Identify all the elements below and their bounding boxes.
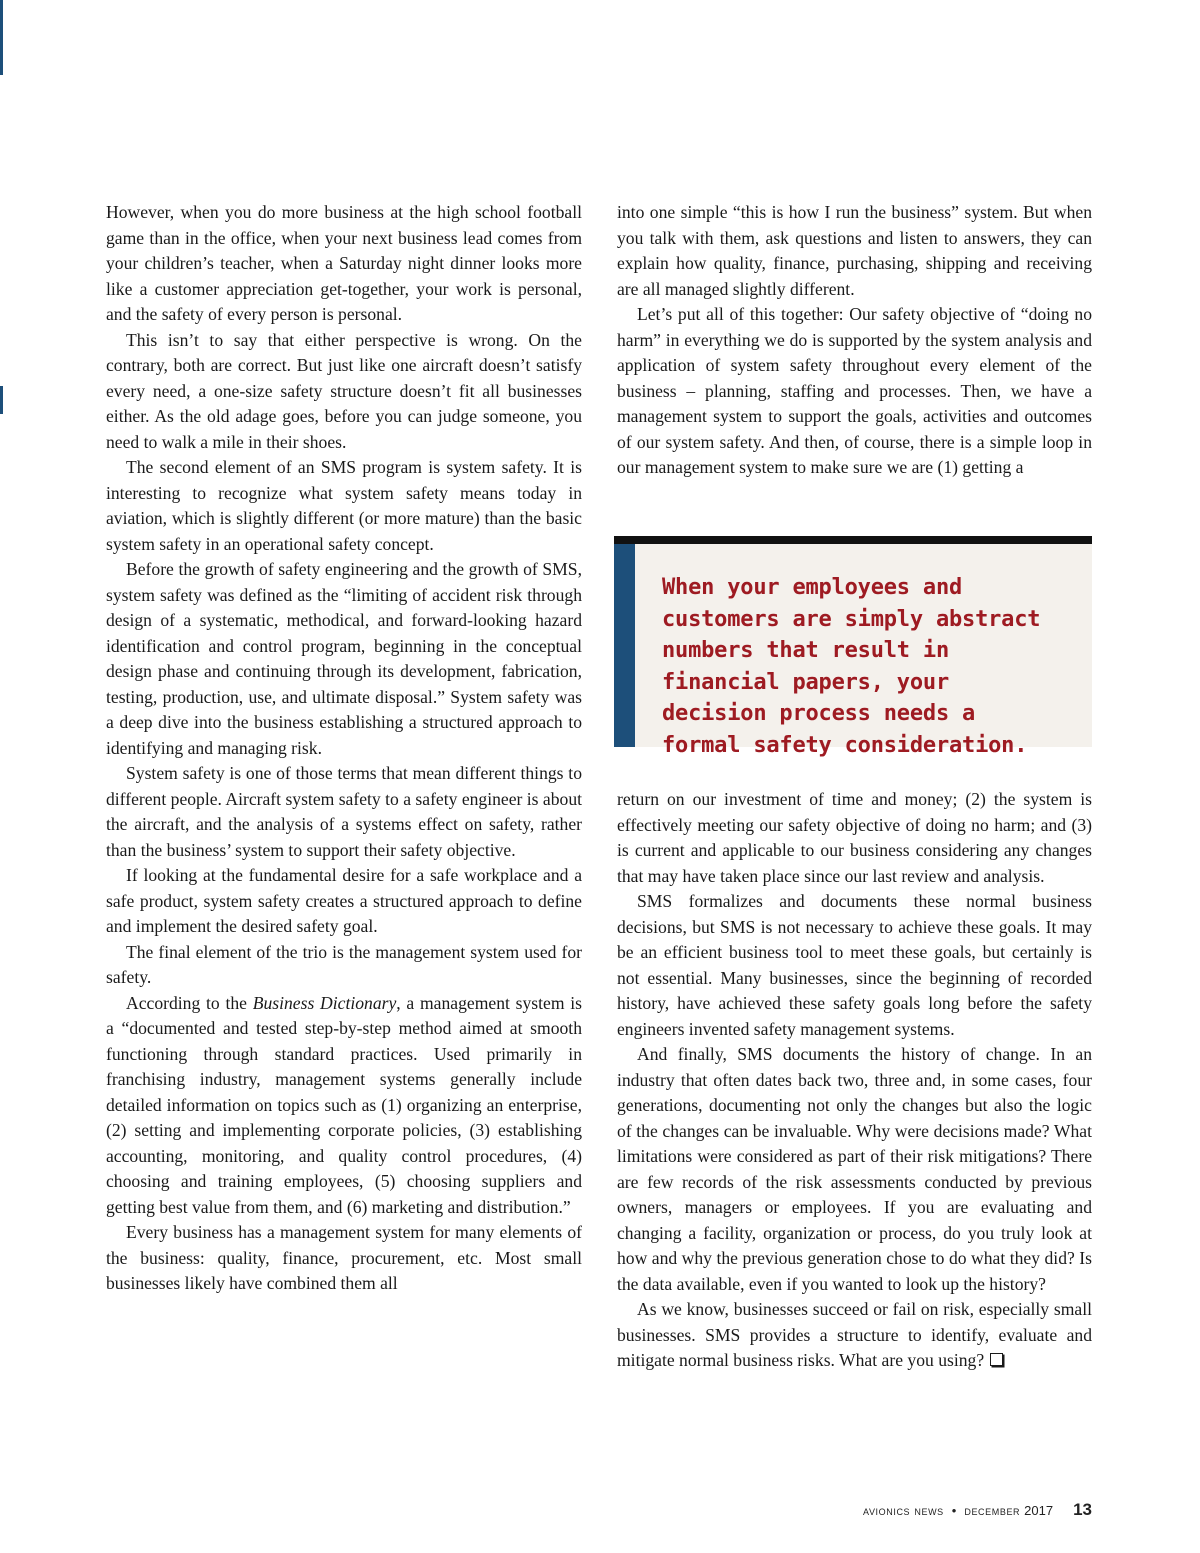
body-paragraph: into one simple “this is how I run the business” system. But when you talk with them, ask questions and listen to answers, they can explain how quality, finance, purchasing, shipping and receiving are all managed slightly different. [617, 202, 1092, 299]
publication-name: avionics news [863, 1503, 944, 1518]
body-paragraph: The final element of the trio is the management system used for safety. [106, 941, 582, 987]
body-paragraph: If looking at the fundamental desire for a safe workplace and a safe product, system safety creates a structured approach to define and implement the desired safety goal. [106, 865, 582, 936]
right-text-column-top [617, 200, 1092, 481]
right-text-column-bottom [617, 787, 1092, 1374]
pull-quote-accent-bar [614, 544, 635, 747]
body-paragraph: SMS formalizes and documents these normal business decisions, but SMS is not necessary to achieve these goals. It may be an efficient business tool to meet these goals, but certainly is not essential. Many businesses, since the beginning of recorded history, have achieved these safety goals long before the safety engineers invented safety management systems. [617, 891, 1092, 1039]
pull-quote-box [614, 536, 1092, 758]
issue-year: 2017 [1024, 1503, 1054, 1518]
body-paragraph: return on our investment of time and money; (2) the system is effectively meeting our safety objective of doing no harm; and (3) is current and applicable to our business considering any changes that may have taken place since our last review and analysis. [617, 789, 1092, 886]
footer-separator: • [951, 1503, 957, 1518]
issue-month: december [964, 1503, 1021, 1518]
body-paragraph: Before the growth of safety engineering and the growth of SMS, system safety was defined as the “limiting of accident risk through design of a systematic, methodical, and forward-looking hazard identification and control program, beginning in the conceptual design phase and continuing through its development, fabrication, testing, production, use, and ultimate disposal.” System safety was a deep dive into the business establishing a structured approach to identifying and managing risk. [106, 559, 582, 758]
edge-color-tab-top [0, 0, 3, 75]
left-text-column [106, 200, 582, 1297]
body-paragraph [617, 1297, 1092, 1374]
text-run: , a management system is a “documented and tested step-by-step method aimed at smooth functioning through standard practices. Used primarily in franchising industry, management systems generally include detailed information on topics such as (1) organizing an enterprise, (2) setting and implementing corporate policies, (3) establishing accounting, monitoring, and quality control procedures, (4) choosing and training employees, (5) choosing suppliers and getting best value from them, and (6) marketing and distribution.” [106, 992, 583, 1217]
book-title: Business Dictionary [252, 992, 397, 1013]
text-run: As we know, businesses succeed or fail on risk, especially small businesses. SMS provides a structure to identify, evaluate and mitigate normal business risks. What are you using? [617, 1299, 1092, 1370]
body-paragraph: This isn’t to say that either perspective is wrong. On the contrary, both are correct. But just like one aircraft doesn’t satisfy every need, a one-size safety structure doesn’t fit all businesses either. As the old adage goes, before you can judge someone, you need to walk a mile in their shoes. [106, 329, 582, 452]
body-paragraph: Every business has a management system for many elements of the business: quality, finance, procurement, etc. Most small businesses likely have combined them all [106, 1222, 582, 1293]
body-paragraph: Let’s put all of this together: Our safety objective of “doing no harm” in everything we do is supported by the system analysis and application of system safety throughout every element of the business – planning, staffing and processes. Then, we have a management system to support the goals, activities and outcomes of our system safety. And then, of course, there is a simple loop in our management system to make sure we are (1) getting a [617, 304, 1092, 477]
body-paragraph: However, when you do more business at the high school football game than in the office, when your next business lead comes from your children’s teacher, when a Saturday night dinner looks more like a customer appreciation get-together, your work is personal, and the safety of every person is personal. [106, 202, 582, 324]
text-run: According to the [126, 992, 253, 1013]
body-paragraph [106, 991, 582, 1221]
body-paragraph: The second element of an SMS program is system safety. It is interesting to recognize what system safety means today in aviation, which is slightly different (or more mature) than the basic system safety in an operational safety concept. [106, 457, 582, 554]
page-footer [863, 1500, 1092, 1520]
body-paragraph: System safety is one of those terms that mean different things to different people. Aircraft system safety to a safety engineer is about the aircraft, and the analysis of a systems effect on safety, rather than the business’ system to support their safety objective. [106, 763, 583, 860]
pull-quote-text: When your employees and customers are simply abstract numbers that result in financial papers, your decision process needs a formal safety consideration. [662, 575, 1041, 758]
end-of-article-box-icon [990, 1353, 1003, 1366]
edge-color-tab-middle [0, 386, 3, 414]
body-paragraph: And finally, SMS documents the history of change. In an industry that often dates back two, three and, in some cases, four generations, documenting not only the changes but also the logic of the changes can be invaluable. Why were decisions made? What limitations were considered as part of their risk mitigations? There are few records of the risk assessments conducted by previous owners, managers or employees. If you are evaluating and changing a facility, organization or process, do you truly look at how and why the previous generation chose to do what they did? Is the data available, even if you wanted to look up the history? [617, 1044, 1092, 1294]
page-number: 13 [1073, 1500, 1092, 1519]
